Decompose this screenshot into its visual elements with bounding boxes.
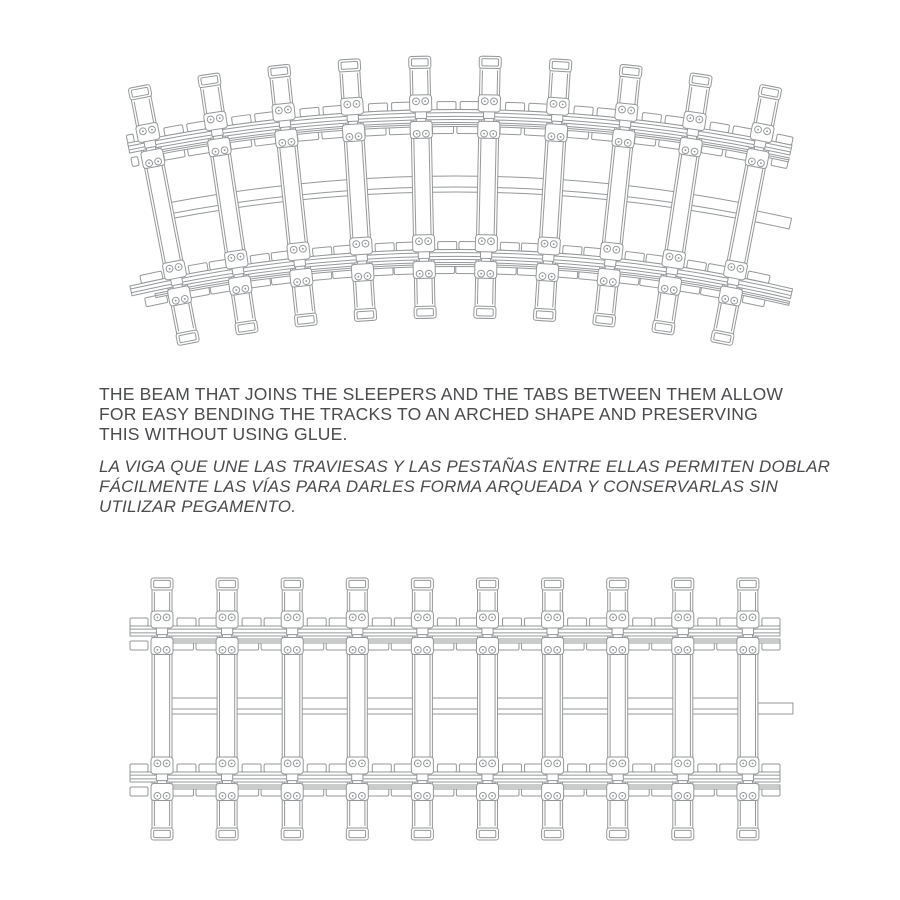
caption-line: FOR EASY BENDING THE TRACKS TO AN ARCHED SHAPE AND PRESERVING [99, 404, 758, 424]
caption-line: FÁCILMENTE LAS VÍAS PARA DARLES FORMA ARQUEADA Y CONSERVARLAS SIN [99, 477, 779, 496]
straight-track-drawing [130, 578, 793, 840]
caption-line: THIS WITHOUT USING GLUE. [99, 424, 348, 444]
caption-line: UTILIZAR PEGAMENTO. [99, 497, 297, 516]
caption-line: LA VIGA QUE UNE LAS TRAVIESAS Y LAS PESTAÑAS ENTRE ELLAS PERMITEN DOBLAR [99, 457, 831, 476]
caption-line: THE BEAM THAT JOINS THE SLEEPERS AND THE TABS BETWEEN THEM ALLOW [99, 384, 784, 404]
caption-spanish [99, 457, 830, 517]
caption-english [99, 384, 783, 444]
curved-track-drawing [126, 56, 793, 346]
